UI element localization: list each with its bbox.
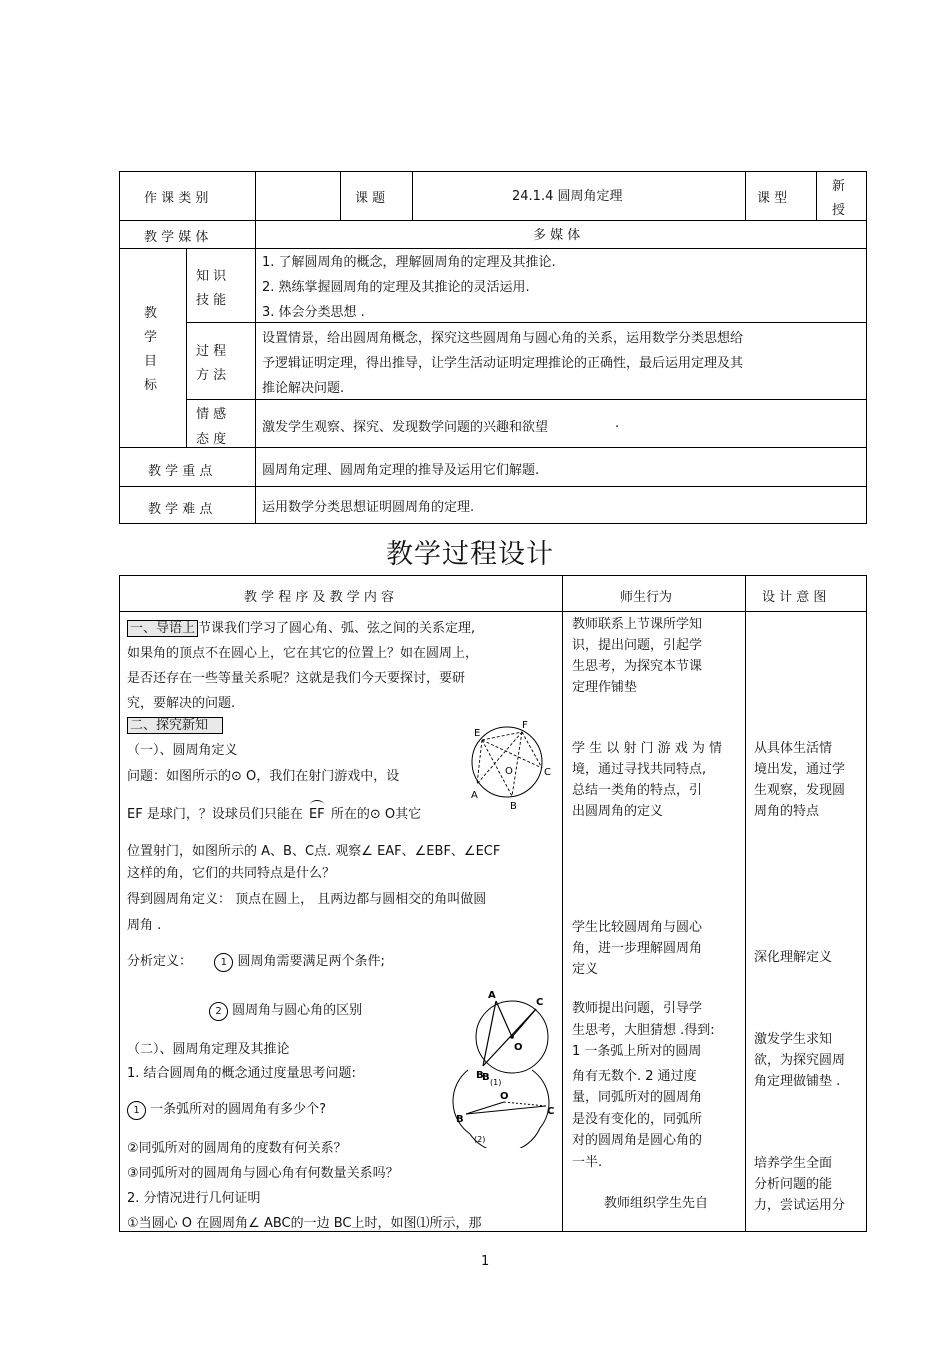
definition-heading: （一）、圆周角定义 bbox=[127, 743, 238, 758]
label-case-1: (1) bbox=[490, 1078, 502, 1087]
media-value: 多 媒 体 bbox=[533, 228, 581, 243]
action-2-line-3: 总结一类角的特点，引 bbox=[572, 783, 703, 798]
media-label: 教 学 媒 体 bbox=[144, 230, 209, 245]
action-5: 教师组织学生先自 bbox=[604, 1196, 709, 1211]
analysis-label: 分析定义： bbox=[127, 954, 193, 969]
goals-label-1: 教 bbox=[144, 306, 158, 321]
action-4-line-4: 角有无数个. 2 通过度 bbox=[572, 1068, 697, 1084]
label-A: A bbox=[488, 990, 496, 1001]
theorem-item-2: 2. 分情况进行几何证明 bbox=[127, 1191, 261, 1206]
process-label-1: 过 程 bbox=[196, 344, 227, 359]
action-4-line-1: 教师提出问题，引导学 bbox=[572, 1001, 703, 1016]
action-1-line-1: 教师联系上节课所学知 bbox=[572, 617, 703, 632]
question-line-2a: EF 是球门，？设球员们只能在 bbox=[127, 807, 303, 822]
intent-2: 深化理解定义 bbox=[754, 950, 833, 965]
knowledge-label-2: 技 能 bbox=[196, 293, 227, 308]
circled-number: 2 bbox=[209, 1002, 228, 1021]
difficulty-label: 教 学 难 点 bbox=[148, 502, 213, 517]
circled-number: 1 bbox=[214, 953, 233, 972]
intro-line-2: 如果角的顶点不在圆心上，它在其它的位置上？如在圆周上， bbox=[127, 646, 479, 661]
knowledge-label-1: 知 识 bbox=[196, 269, 227, 284]
intro-line-4: 究，要解决的问题. bbox=[127, 696, 236, 711]
process-label-2: 方 法 bbox=[196, 368, 227, 383]
figure-goal-circle bbox=[462, 718, 562, 810]
label-O: O bbox=[505, 766, 513, 777]
action-1-line-2: 识，提出问题，引起学 bbox=[572, 638, 703, 653]
action-3-line-3: 定义 bbox=[572, 962, 599, 977]
action-3-line-1: 学生比较圆周角与圆心 bbox=[572, 920, 703, 935]
action-2-line-2: 境，通过寻找共同特点, bbox=[572, 762, 707, 777]
action-3-line-2: 角，进一步理解圆周角 bbox=[572, 941, 703, 956]
difficulty-text: 运用数学分类思想证明圆周角的定理. bbox=[262, 500, 475, 515]
process-line-1: 设置情景，给出圆周角概念，探究这些圆周角与圆心角的关系，运用数学分类思想给 bbox=[262, 331, 744, 346]
intent-3-line-1: 激发学生求知 bbox=[754, 1032, 833, 1047]
knowledge-item-2: 2. 熟练掌握圆周角的定理及其推论的灵活运用. bbox=[262, 280, 530, 295]
knowledge-item-1: 1. 了解圆周角的概念，理解圆周角的定理及其推论. bbox=[262, 255, 556, 270]
emotion-text: 激发学生观察、探究、发现数学问题的兴趣和欲望 bbox=[262, 420, 549, 435]
label-O: O bbox=[514, 1042, 523, 1053]
question-line-2b: 所在的⊙ O其它 bbox=[330, 807, 422, 822]
action-2-line-1: 学 生 以 射 门 游 戏 为 情 bbox=[572, 741, 723, 756]
intent-3-line-2: 欲，为探究圆周 bbox=[754, 1053, 846, 1068]
emotion-label-2: 态 度 bbox=[196, 432, 227, 447]
label-F: F bbox=[522, 720, 528, 731]
label-B: B bbox=[482, 1072, 490, 1083]
lesson-type-label: 课 型 bbox=[757, 191, 788, 206]
intent-4-line-1: 培养学生全面 bbox=[754, 1156, 833, 1171]
goals-label-2: 学 bbox=[144, 330, 158, 345]
label-case-2: (2) bbox=[474, 1135, 486, 1144]
course-category-label: 作 课 类 别 bbox=[144, 191, 209, 206]
theorem-question-1: 一条弧所对的圆周角有多少个? bbox=[150, 1102, 327, 1117]
analysis-item-1: 圆周角需要满足两个条件; bbox=[237, 954, 385, 969]
subject-value: 24.1.4 圆周角定理 bbox=[512, 189, 623, 204]
question-line-4: 这样的角，它们的共同特点是什么？ bbox=[127, 866, 336, 881]
intent-1-line-3: 生观察，发现圆 bbox=[754, 783, 846, 798]
subject-label: 课 题 bbox=[355, 191, 386, 206]
header-intent: 设 计 意 图 bbox=[762, 590, 827, 605]
intent-3-line-3: 角定理做铺垫 . bbox=[754, 1074, 841, 1089]
intent-4-line-3: 力，尝试运用分 bbox=[754, 1198, 846, 1213]
theorem-case-1: ①当圆心 O 在圆周角∠ ABC的一边 BC上时，如图⑴所示，那 bbox=[127, 1216, 482, 1231]
section-title: 教学过程设计 bbox=[386, 539, 554, 570]
intent-1-line-2: 境出发，通过学 bbox=[754, 762, 846, 777]
label-B2: B bbox=[456, 1114, 464, 1125]
label-C: C bbox=[544, 767, 551, 778]
action-4-line-3: 1 一条弧上所对的圆周 bbox=[572, 1044, 702, 1059]
header-actions: 师生行为 bbox=[620, 590, 673, 605]
question-line-3: 位置射门，如图所示的 A、B、C点. 观察∠ EAF、∠EBF、∠ECF bbox=[127, 844, 501, 859]
label-B: B bbox=[510, 801, 517, 810]
intent-4-line-2: 分析问题的能 bbox=[754, 1177, 833, 1192]
intro-tag: 一、导语上 bbox=[127, 620, 198, 637]
question-line-1: 问题：如图所示的⊙ O，我们在射门游戏中，设 bbox=[127, 769, 400, 784]
label-O: O bbox=[500, 1091, 509, 1102]
action-2-line-4: 出圆周角的定义 bbox=[572, 804, 664, 819]
goals-label-3: 目 bbox=[144, 354, 158, 369]
header-content: 教 学 程 序 及 教 学 内 容 bbox=[244, 590, 395, 605]
intent-1-line-1: 从具体生活情 bbox=[754, 741, 833, 756]
process-line-2: 予逻辑证明定理，得出推导，让学生活动证明定理推论的正确性，最后运用定理及其 bbox=[262, 356, 744, 371]
page-number: 1 bbox=[481, 1254, 490, 1269]
action-4-line-2: 生思考，大胆猜想 .得到: bbox=[572, 1022, 715, 1038]
action-1-line-4: 定理作铺垫 bbox=[572, 680, 638, 695]
goals-label-4: 标 bbox=[144, 378, 158, 393]
emotion-label-1: 情 感 bbox=[196, 407, 227, 422]
label-C: C bbox=[536, 997, 544, 1008]
action-4-line-6: 是没有变化的，同弧所 bbox=[572, 1111, 703, 1127]
process-line-3: 推论解决问题. bbox=[262, 381, 345, 396]
focus-label: 教 学 重 点 bbox=[148, 464, 213, 479]
action-4-line-8: 一半. bbox=[572, 1154, 603, 1170]
theorem-question-2: ②同弧所对的圆周角的度数有何关系？ bbox=[127, 1141, 347, 1156]
theorem-heading: （二）、圆周角定理及其推论 bbox=[127, 1042, 290, 1057]
lesson-type-line1: 新 bbox=[832, 179, 846, 194]
definition-line-1: 得到圆周角定义： 顶点在圆上， 且两边都与圆相交的角叫做圆 bbox=[127, 892, 487, 907]
intro-line-1: 节课我们学习了圆心角、弧、弦之间的关系定理, bbox=[198, 621, 476, 636]
knowledge-item-3: 3. 体会分类思想 . bbox=[262, 305, 365, 320]
figure-proof-cases bbox=[448, 1062, 560, 1148]
intent-1-line-4: 周角的特点 bbox=[754, 804, 820, 819]
theorem-question-3: ③同弧所对的圆周角与圆心角有何数量关系吗？ bbox=[127, 1166, 399, 1181]
lesson-type-line2: 授 bbox=[832, 203, 846, 218]
label-B: B bbox=[476, 1070, 484, 1079]
label-A: A bbox=[471, 790, 478, 801]
theorem-item-1: 1. 结合圆周角的概念通过度量思考问题: bbox=[127, 1066, 356, 1081]
action-4-line-7: 对的圆周角是圆心角的 bbox=[572, 1133, 703, 1148]
arc-ef: EF bbox=[309, 807, 325, 822]
analysis-item-2: 圆周角与圆心角的区别 bbox=[232, 1003, 363, 1018]
action-4-line-5: 量，同弧所对的圆周角 bbox=[572, 1090, 703, 1105]
action-1-line-3: 生思考，为探究本节课 bbox=[572, 659, 703, 674]
circled-number: 1 bbox=[127, 1101, 146, 1120]
label-C: C bbox=[547, 1106, 555, 1117]
explore-tag: 二、探究新知 bbox=[127, 717, 223, 734]
focus-text: 圆周角定理、圆周角定理的推导及运用它们解题. bbox=[262, 463, 540, 478]
intro-line-3: 是否还存在一些等量关系呢？这就是我们今天要探讨，要研 bbox=[127, 671, 466, 686]
definition-line-2: 周角 . bbox=[127, 918, 162, 933]
emotion-dot: . bbox=[615, 416, 620, 431]
label-E: E bbox=[474, 728, 481, 739]
